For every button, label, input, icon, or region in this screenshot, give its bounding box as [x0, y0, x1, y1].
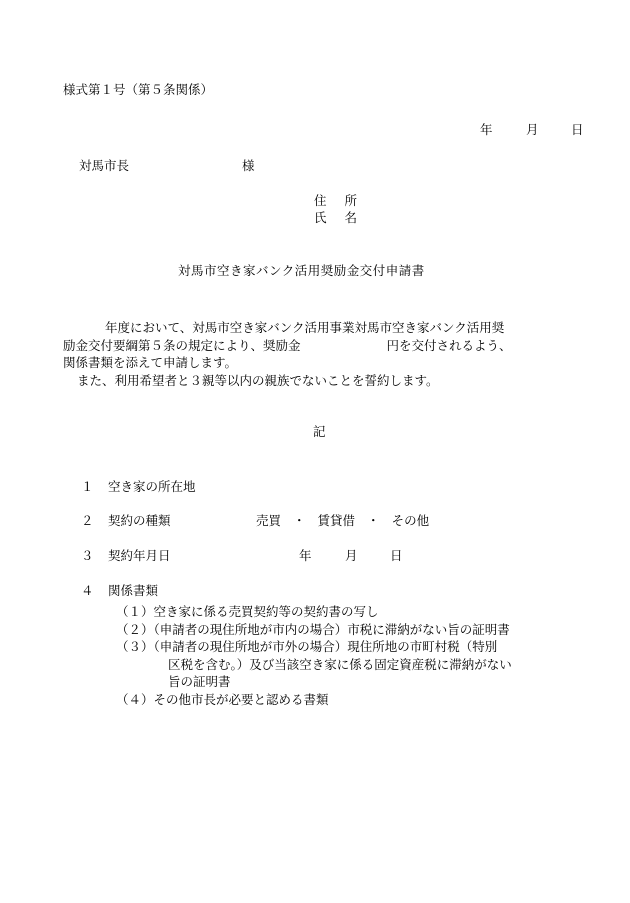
document-item-3: （３）（申請者の現住所地が市外の場合）現住所地の市町村税（特別 [116, 639, 498, 654]
contract-date-month: 月 [345, 548, 358, 563]
item-label: 契約年月日 [108, 548, 171, 563]
body-line-2 [63, 337, 583, 355]
item-number: ３ [81, 548, 94, 563]
document-item-2: （２）（申請者の現住所地が市内の場合）市税に滞納がない旨の証明書 [116, 621, 510, 637]
item-contract-type [81, 515, 171, 528]
item-property-location [81, 481, 196, 494]
form-number-label: 様式第１号（第５条関係） [63, 82, 214, 97]
applicant-address-label [314, 195, 357, 208]
ki-heading: 記 [313, 424, 326, 439]
item-label: 関係書類 [108, 583, 159, 598]
application-body [63, 319, 583, 389]
date-day-label: 日 [571, 122, 584, 137]
addressee-honorific: 様 [242, 158, 255, 173]
option-separator: ・ [367, 513, 380, 528]
address-label-char-2: 所 [344, 193, 358, 208]
item-related-documents [81, 585, 158, 598]
contract-date-day: 日 [390, 548, 403, 563]
item-number: １ [81, 479, 94, 494]
date-year-label: 年 [480, 122, 493, 137]
document-item-1: （１）空き家に係る売買契約等の契約書の写し [116, 604, 379, 619]
document-item-4: （４）その他市長が必要と認める書類 [116, 691, 329, 707]
item-number: ２ [81, 513, 94, 528]
contract-date-year: 年 [299, 548, 312, 563]
applicant-name-label [314, 212, 357, 225]
body-line-2-b: 円を交付されるよう、 [386, 337, 512, 353]
option-separator: ・ [293, 513, 306, 528]
item-contract-date [81, 550, 171, 563]
related-documents-list [116, 603, 512, 708]
contract-type-options [256, 515, 429, 528]
option-other: その他 [391, 513, 430, 528]
address-label-char-1: 住 [314, 193, 327, 208]
body-line-1: 年度において、対馬市空き家バンク活用事業対馬市空き家バンク活用奨 [105, 320, 505, 335]
name-label-char-2: 名 [344, 210, 358, 225]
addressee-mayor: 対馬市長 [79, 158, 130, 173]
date-month-label: 月 [526, 122, 539, 137]
item-label: 空き家の所在地 [108, 479, 196, 494]
document-item-3-cont: 区税を含む。）及び当該空き家に係る固定資産税に滞納がない [168, 656, 512, 672]
document-title: 対馬市空き家バンク活用奨励金交付申請書 [178, 263, 425, 278]
option-lease: 賃貸借 [317, 513, 356, 528]
body-line-2-a: 励金交付要綱第５条の規定により、奨励金 [63, 337, 301, 353]
body-line-3: 関係書類を添えて申請します。 [63, 355, 238, 370]
item-label: 契約の種類 [108, 513, 171, 528]
name-label-char-1: 氏 [314, 210, 327, 225]
body-line-4: また、利用希望者と３親等以内の親族でないことを誓約します。 [77, 372, 439, 388]
item-number: ４ [81, 583, 94, 598]
application-date [480, 122, 584, 138]
option-sale: 売買 [256, 513, 282, 528]
document-item-3-cont: 旨の証明書 [168, 674, 231, 689]
